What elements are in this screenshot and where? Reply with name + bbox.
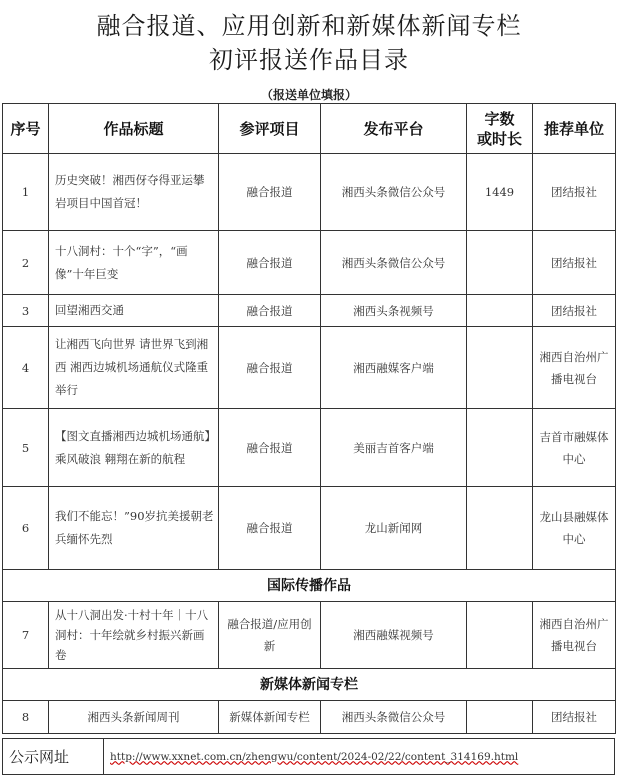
row-platform: 湘西融媒视频号 [321, 602, 467, 669]
row-title: 历史突破！湘西伢夺得亚运攀岩项目中国首冠！ [49, 154, 219, 231]
row-platform: 湘西头条微信公众号 [321, 701, 467, 734]
row-platform: 湘西头条视频号 [321, 295, 467, 327]
table-row [3, 487, 616, 570]
row-unit: 团结报社 [533, 701, 616, 734]
table-row [3, 602, 616, 669]
row-index: 7 [3, 602, 49, 669]
table-row [3, 327, 616, 409]
row-length [467, 602, 533, 669]
row-category: 融合报道 [219, 409, 321, 487]
row-unit: 团结报社 [533, 295, 616, 327]
row-unit: 吉首市融媒体中心 [533, 409, 616, 487]
row-unit: 湘西自治州广播电视台 [533, 327, 616, 409]
row-unit: 龙山县融媒体中心 [533, 487, 616, 570]
row-platform: 龙山新闻网 [321, 487, 467, 570]
row-title: 让湘西飞向世界 请世界飞到湘西 湘西边城机场通航仪式隆重举行 [49, 327, 219, 409]
table-row [3, 701, 616, 734]
table-row [3, 409, 616, 487]
header-platform: 发布平台 [321, 104, 467, 154]
row-category: 融合报道 [219, 487, 321, 570]
header-index: 序号 [3, 104, 49, 154]
row-index: 3 [3, 295, 49, 327]
row-category: 融合报道 [219, 295, 321, 327]
section-row-international [3, 570, 616, 602]
header-category: 参评项目 [219, 104, 321, 154]
footer-url-link[interactable]: http://www.xxnet.com.cn/zhengwu/content/2024-02/22/content_314169.html [110, 750, 519, 763]
row-title: 湘西头条新闻周刊 [49, 701, 219, 734]
page-title-line1: 融合报道、应用创新和新媒体新闻专栏 [96, 12, 522, 40]
table-row [3, 154, 616, 231]
row-category: 融合报道 [219, 327, 321, 409]
row-length [467, 409, 533, 487]
row-title: 我们不能忘！”90岁抗美援朝老兵缅怀先烈 [49, 487, 219, 570]
table-header-row [3, 104, 616, 154]
row-unit: 团结报社 [533, 231, 616, 295]
row-length [467, 327, 533, 409]
row-index: 2 [3, 231, 49, 295]
row-unit: 团结报社 [533, 154, 616, 231]
row-title: 从十八洞出发·十村十年｜十八洞村：十年绘就乡村振兴新画卷 [49, 602, 219, 669]
catalog-table [2, 103, 616, 734]
header-length [467, 104, 533, 154]
section-row-new-media [3, 669, 616, 701]
row-index: 5 [3, 409, 49, 487]
footer-label: 公示网址 [3, 739, 104, 774]
row-length [467, 295, 533, 327]
row-length [467, 487, 533, 570]
row-platform: 湘西头条微信公众号 [321, 154, 467, 231]
footer-row [2, 738, 615, 775]
row-category: 新媒体新闻专栏 [219, 701, 321, 734]
row-index: 6 [3, 487, 49, 570]
row-index: 1 [3, 154, 49, 231]
section-title: 新媒体新闻专栏 [3, 669, 616, 701]
row-index: 4 [3, 327, 49, 409]
row-title: 回望湘西交通 [49, 295, 219, 327]
table-row [3, 295, 616, 327]
row-index: 8 [3, 701, 49, 734]
row-length: 1449 [467, 154, 533, 231]
table-row [3, 231, 616, 295]
row-category: 融合报道/应用创新 [219, 602, 321, 669]
header-length-line1: 字数 [484, 109, 515, 128]
row-platform: 湘西头条微信公众号 [321, 231, 467, 295]
row-category: 融合报道 [219, 231, 321, 295]
row-category: 融合报道 [219, 154, 321, 231]
row-title: 【图文直播湘西边城机场通航】乘风破浪 翱翔在新的航程 [49, 409, 219, 487]
page-title-line2: 初评报送作品目录 [209, 46, 409, 74]
row-platform: 美丽吉首客户端 [321, 409, 467, 487]
header-unit: 推荐单位 [533, 104, 616, 154]
section-title: 国际传播作品 [3, 570, 616, 602]
header-length-line2: 或时长 [476, 129, 522, 148]
row-length [467, 231, 533, 295]
row-platform: 湘西融媒客户端 [321, 327, 467, 409]
row-unit: 湘西自治州广播电视台 [533, 602, 616, 669]
row-length [467, 701, 533, 734]
row-title: 十八洞村：十个“字”，“画像”十年巨变 [49, 231, 219, 295]
header-work-title: 作品标题 [49, 104, 219, 154]
page-subtitle: （报送单位填报） [260, 88, 357, 102]
